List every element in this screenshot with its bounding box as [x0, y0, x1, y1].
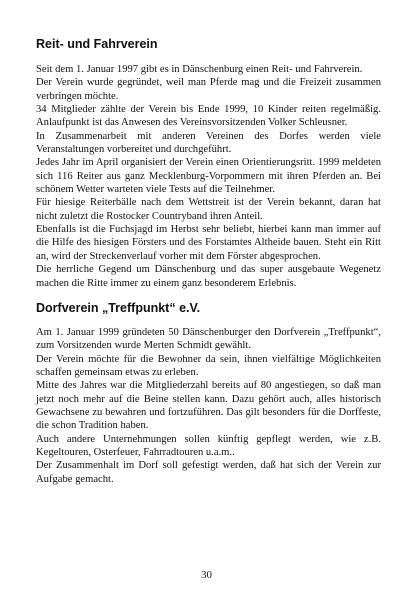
paragraph: 34 Mitglieder zählte der Verein bis Ende 1999, 10 Kinder reiten regelmäßig. Anlaufpunkt ist das Anwesen des Vereinsvorsitzenden Volker Schleusner.	[36, 104, 381, 129]
page-number: 30	[201, 569, 212, 581]
paragraph: Der Verein möchte für die Bewohner da sein, ihnen vielfältige Möglichkeiten schaffen gemeinsam etwas zu erleben.	[36, 353, 381, 378]
section-heading-dorfverein: Dorfverein „Treffpunkt“ e.V.	[36, 300, 201, 315]
paragraph: Die herrliche Gegend um Dänschenburg und das super ausgebaute Wegenetz machen die Ritte immer zu einem ganz besonderem Erlebnis.	[36, 264, 381, 289]
section-heading-reitverein: Reit- und Fahrverein	[36, 37, 158, 51]
paragraph: Für hiesige Reiterbälle nach dem Wettstreit ist der Verein bekannt, daran hat nicht zuletzt die Rostocker Countryband ihren Anteil.	[36, 197, 381, 222]
paragraph: Der Verein wurde gegründet, weil man Pferde mag und die Freizeit zusammen verbringen möchte.	[36, 77, 381, 102]
paragraph: Mitte des Jahres war die Mitgliederzahl bereits auf 80 angestiegen, so daß man jetzt noch mehr auf die Beine stellen kann. Dazu gehört auch, alles historisch Gewachsene zu bewahren und fortzuführen. Das gilt besonders für die Dorffeste, die schon Tradition haben.	[36, 380, 381, 432]
paragraph: Ebenfalls ist die Fuchsjagd im Herbst sehr beliebt, hierbei kann man immer auf die Hilfe des hiesigen Försters und des Forstamtes Altheide bauen. Steht ein Ritt an, wird der Streckenverlauf vorher mit dem Förster abgesprochen.	[36, 224, 381, 262]
paragraph: In Zusammenarbeit mit anderen Vereinen des Dorfes werden viele Veranstaltungen vorbereitet und durchgeführt.	[36, 130, 381, 156]
paragraph: Auch andere Unternehmungen sollen künftig gepflegt werden, wie z.B. Kegeltouren, Osterfeuer, Fahrradtouren u.a.m..	[36, 433, 381, 458]
paragraph: Der Zusammenhalt im Dorf soll gefestigt werden, daß hat sich der Verein zur Aufgabe gemacht.	[36, 460, 381, 485]
paragraph: Jedes Jahr im April organisiert der Verein einen Orientierungsritt. 1999 meldeten sich 116 Reiter aus ganz Mecklenburg-Vorpommern mit ihren Pferden an. Bei schönem Wetter warteten viele Tests auf die Teilnehmer.	[36, 157, 381, 196]
paragraph: Am 1. Januar 1999 gründeten 50 Dänschenburger den Dorfverein „Treffpunkt“, zum Vorsitzenden wurde Merten Schmidt gewählt.	[36, 326, 381, 352]
page-content	[36, 36, 381, 486]
paragraph: Seit dem 1. Januar 1997 gibt es in Dänschenburg einen Reit- und Fahrverein.	[36, 64, 363, 75]
